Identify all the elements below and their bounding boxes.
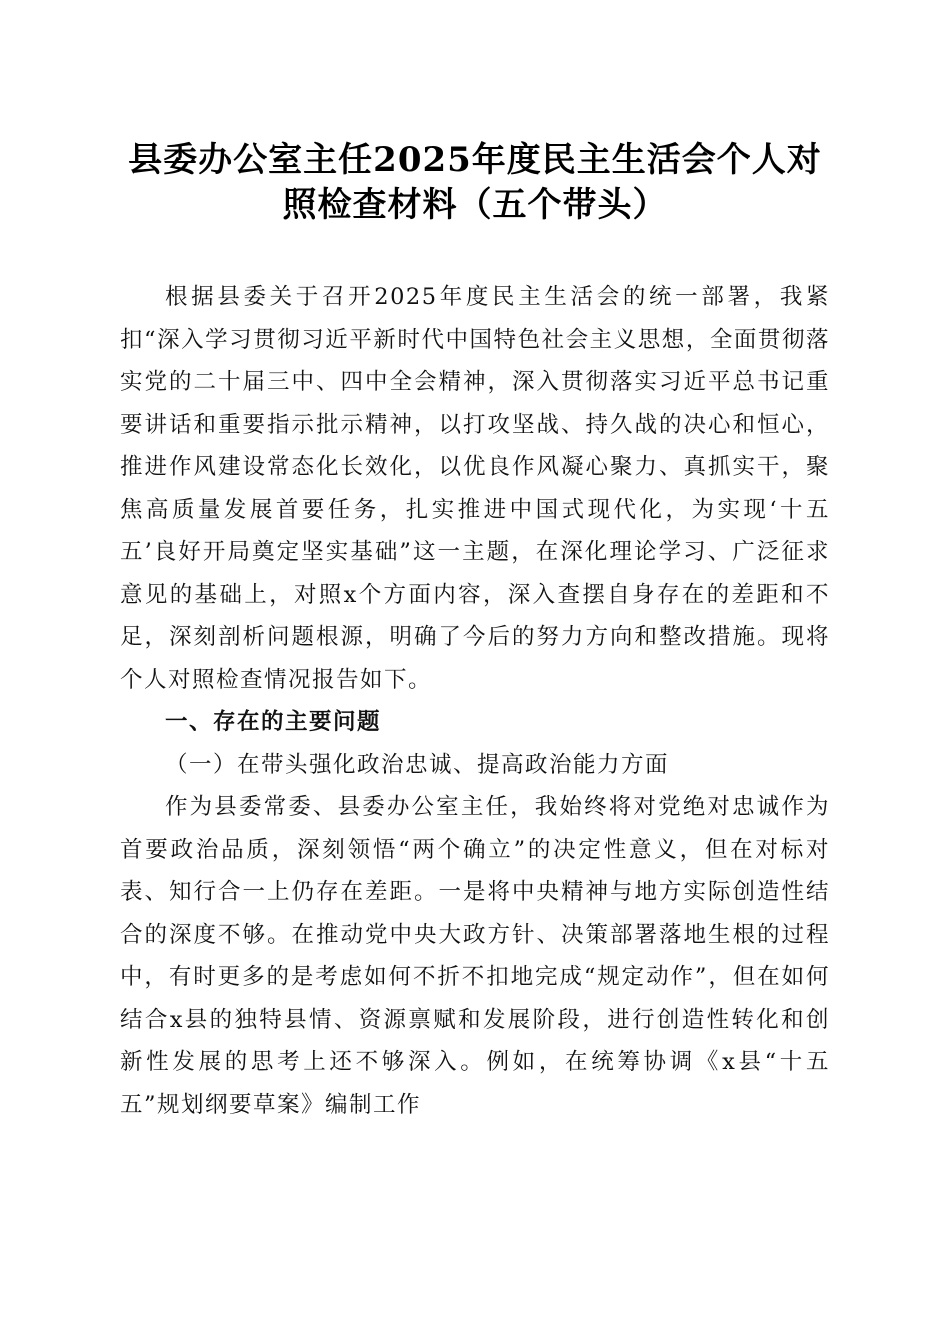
document-body xyxy=(120,276,830,1126)
section-heading: 一、存在的主要问题 xyxy=(165,709,382,735)
subsection-heading: （一）在带头强化政治忠诚、提高政治能力方面 xyxy=(165,751,670,778)
document-title: 县委办公室主任2025年度民主生活会个人对照检查材料（五个带头） xyxy=(128,140,822,225)
subsection-paragraph: 作为县委常委、县委办公室主任，我始终将对党绝对忠诚作为首要政治品质，深刻领悟“两个确立”的决定性意义，但在对标对表、知行合一上仍存在差距。一是将中央精神与地方实际创造性结合的深度不够。在推动党中央大政方针、决策部署落地生根的过程中，有时更多的是考虑如何不折不扣地完成“规定动作”，但在如何结合x县的独特县情、资源禀赋和发展阶段，进行创造性转化和创新性发展的思考上还不够深入。例如，在统筹协调《x县“十五五”规划纲要草案》编制工作 xyxy=(120,794,830,1118)
intro-paragraph: 根据县委关于召开2025年度民主生活会的统一部署，我紧扣“深入学习贯彻习近平新时代中国特色社会主义思想，全面贯彻落实党的二十届三中、四中全会精神，深入贯彻落实习近平总书记重要讲话和重要指示批示精神，以打攻坚战、持久战的决心和恒心，推进作风建设常态化长效化，以优良作风凝心聚力、真抓实干，聚焦高质量发展首要任务，扎实推进中国式现代化，为实现‘十五五’良好开局奠定坚实基础”这一主题，在深化理论学习、广泛征求意见的基础上，对照x个方面内容，深入查摆自身存在的差距和不足，深刻剖析问题根源，明确了今后的努力方向和整改措施。现将个人对照检查情况报告如下。 xyxy=(120,284,830,693)
